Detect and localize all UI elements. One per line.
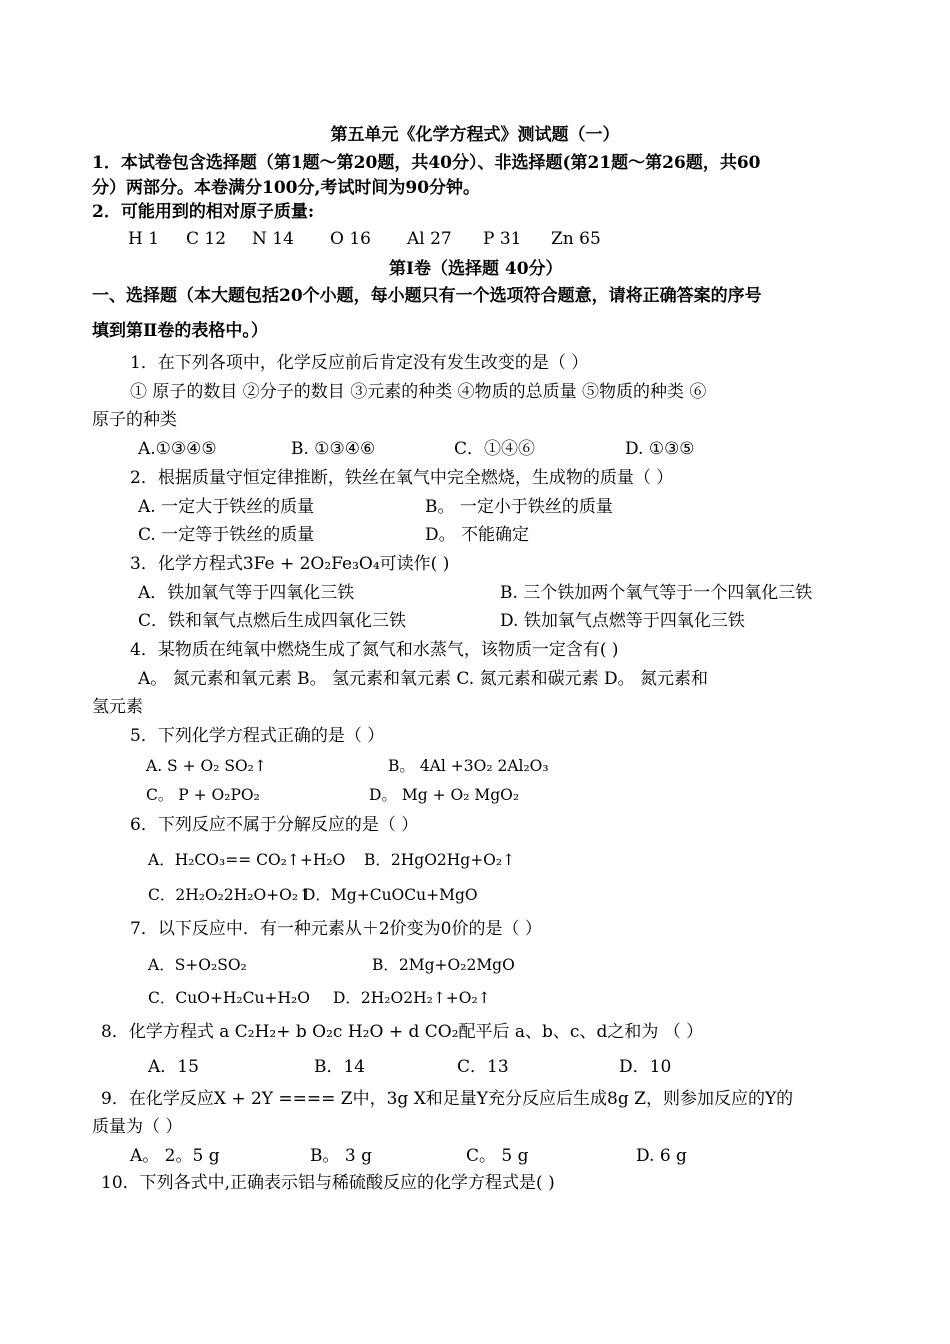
atomic-mass-h: H 1 [128,229,160,249]
q5-option-d: D。 Mg + O₂ MgO₂ [369,786,520,804]
q2-option-d: D。 不能确定 [425,525,530,545]
q4-options-line-2: 氢元素 [92,697,143,717]
q9-stem-line-1: 9．在化学反应X + 2Y ==== Z中，3g X和足量Y充分反应后生成8g Z，则参加反应的Y的 [101,1089,794,1109]
q5-option-a: A. S + O₂ SO₂↑ [146,757,267,775]
q5-option-b: B。 4Al +3O₂ 2Al₂O₃ [388,757,549,775]
q8-option-a: A．15 [148,1057,199,1077]
q2-option-a: A. 一定大于铁丝的质量 [138,497,315,517]
q9-stem-line-2: 质量为（ ） [92,1117,183,1137]
q8-option-b: B．14 [314,1057,366,1077]
q10-stem: 10．下列各式中,正确表示铝与稀硫酸反应的化学方程式是( ) [101,1173,555,1193]
atomic-mass-al: Al 27 [407,229,452,249]
q5-option-c: C。 P + O₂PO₂ [146,786,260,804]
q8-option-d: D．10 [619,1057,672,1077]
q2-option-b: B。 一定小于铁丝的质量 [425,497,613,517]
document-title: 第五单元《化学方程式》测试题（一） [330,125,620,145]
q3-stem: 3．化学方程式3Fe + 2O₂Fe₃O₄可读作( ) [130,554,450,574]
q4-stem: 4．某物质在纯氧中燃烧生成了氮气和水蒸气，该物质一定含有( ) [130,640,619,660]
q2-stem: 2．根据质量守恒定律推断，铁丝在氧气中完全燃烧，生成物的质量（ ） [130,468,674,488]
atomic-mass-zn: Zn 65 [551,229,601,249]
q3-option-b: B. 三个铁加两个氧气等于一个四氧化三铁 [500,583,813,603]
q9-option-a: A。 2。5 g [130,1146,220,1166]
q9-option-b: B。 3 g [310,1146,372,1166]
q7-option-b: B．2Mg+O₂2MgO [372,956,515,974]
q6-option-a: A．H₂CO₃== CO₂↑+H₂O [148,851,346,869]
section-1-intro-line-2: 填到第Ⅱ卷的表格中。） [92,321,268,341]
q6-stem: 6．下列反应不属于分解反应的是（ ） [130,815,419,835]
q1-items-line-1: ① 原子的数目 ②分子的数目 ③元素的种类 ④物质的总质量 ⑤物质的种类 ⑥ [130,382,707,402]
atomic-mass-c: C 12 [186,229,227,249]
q7-stem: 7．以下反应中．有一种元素从＋2价变为0价的是（ ） [130,919,542,939]
atomic-mass-p: P 31 [483,229,522,249]
note-1-line-2: 分）两部分。本卷满分100分,考试时间为90分钟。 [92,178,481,198]
q9-option-c: C。 5 g [466,1146,529,1166]
q7-option-d: D．2H₂O2H₂↑+O₂↑ [333,989,491,1007]
note-1-line-1: 1．本试卷包含选择题（第1题～第20题，共40分）、非选择题(第21题～第26题，共60 [92,153,761,173]
section-1-title: 第Ⅰ卷（选择题 40分） [389,259,563,279]
q1-option-b: B. ①③④⑥ [291,439,376,459]
q8-stem: 8．化学方程式 a C₂H₂+ b O₂c H₂O + d CO₂配平后 a、b、c、d之和为 （ ） [101,1022,704,1042]
q1-stem: 1．在下列各项中，化学反应前后肯定没有发生改变的是（ ） [130,353,589,373]
q4-options-line-1: A。 氮元素和氧元素 B。 氢元素和氧元素 C. 氮元素和碳元素 D。 氮元素和 [138,669,709,689]
q6-option-b: B．2HgO2Hg+O₂↑ [364,851,516,869]
q1-option-c: C．①④⑥ [454,439,536,459]
q9-option-d: D. 6 g [636,1146,687,1166]
atomic-mass-o: O 16 [330,229,371,249]
section-1-intro-line-1: 一、选择题（本大题包括20个小题，每小题只有一个选项符合题意，请将正确答案的序号 [92,286,762,306]
q1-option-d: D. ①③⑤ [625,439,695,459]
q1-option-a: A.①③④⑤ [138,439,217,459]
q3-option-d: D. 铁加氧气点燃等于四氧化三铁 [500,611,745,631]
q3-option-a: A．铁加氧气等于四氧化三铁 [138,583,355,603]
q6-option-c: C．2H₂O₂2H₂O+O₂↑ [148,886,312,904]
q3-option-c: C．铁和氧气点燃后生成四氧化三铁 [138,611,407,631]
q2-option-c: C. 一定等于铁丝的质量 [138,525,315,545]
atomic-mass-n: N 14 [252,229,294,249]
q1-items-line-2: 原子的种类 [92,410,177,430]
q8-option-c: C．13 [457,1057,509,1077]
note-2: 2．可能用到的相对原子质量: [92,202,315,222]
q7-option-a: A．S+O₂SO₂ [148,956,247,974]
q5-stem: 5．下列化学方程式正确的是（ ） [130,726,385,746]
q6-option-d: D．Mg+CuOCu+MgO [303,886,478,904]
q7-option-c: C．CuO+H₂Cu+H₂O [148,989,310,1007]
